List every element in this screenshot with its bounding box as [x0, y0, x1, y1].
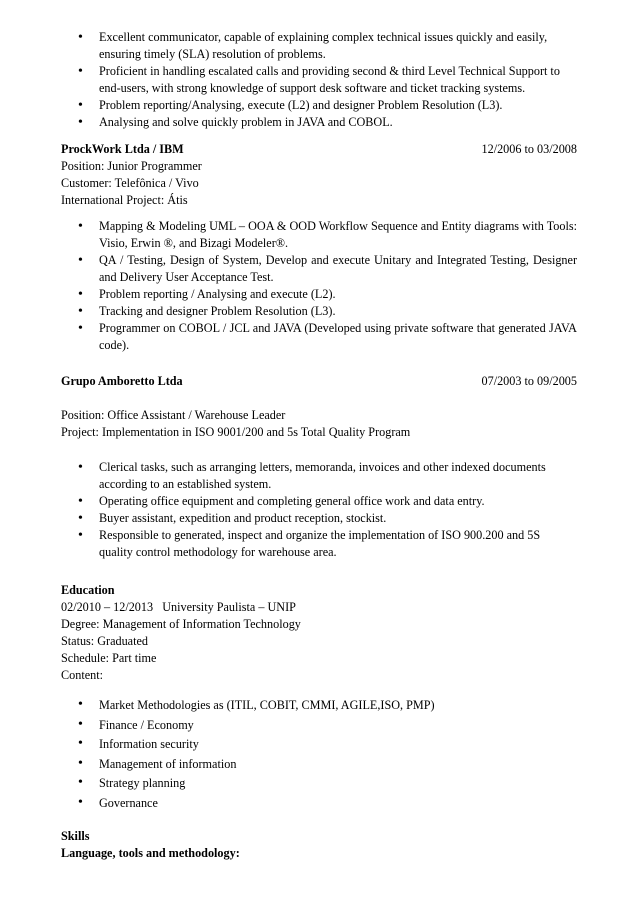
job-prockwork [61, 141, 577, 209]
job-header [61, 373, 577, 390]
job-amboretto [61, 373, 577, 441]
list-item: • Tracking and designer Problem Resolution (L3). [61, 303, 577, 320]
job-header [61, 141, 577, 158]
company-name: ProckWork Ltda / IBM [61, 142, 184, 156]
list-item: • QA / Testing, Design of System, Develop and execute Unitary and Integrated Testing, Designer and Delivery User Acceptance Test. [61, 252, 577, 286]
job-project: Project: Implementation in ISO 9001/200 and 5s Total Quality Program [61, 425, 411, 439]
education-section [61, 582, 577, 684]
list-item: • Finance / Economy [61, 716, 577, 736]
education-content-label: Content: [61, 668, 103, 682]
amboretto-bullet-list [61, 459, 577, 561]
job-position: Position: Office Assistant / Warehouse Leader [61, 408, 286, 422]
job-customer: Customer: Telefônica / Vivo [61, 176, 199, 190]
skills-section [61, 828, 577, 862]
list-item: • Problem reporting/Analysing, execute (L2) and designer Problem Resolution (L3). [61, 97, 577, 114]
summary-bullet-list [61, 29, 577, 131]
job-project: International Project: Átis [61, 193, 188, 207]
list-item: • Proficient in handling escalated calls and providing second & third Level Technical Support to end-users, with strong knowledge of support desk software and ticket tracking systems. [61, 63, 577, 97]
job-position: Position: Junior Programmer [61, 159, 202, 173]
job-dates: 07/2003 to 09/2005 [481, 374, 577, 388]
education-degree: Degree: Management of Information Technology [61, 617, 301, 631]
job-dates: 12/2006 to 03/2008 [481, 142, 577, 156]
skills-subheading: Language, tools and methodology: [61, 846, 240, 860]
education-schedule: Schedule: Part time [61, 651, 157, 665]
list-item: • Analysing and solve quickly problem in JAVA and COBOL. [61, 114, 577, 131]
list-item: • Responsible to generated, inspect and organize the implementation of ISO 900.200 and 5S quality control methodology for warehouse area. [61, 527, 577, 561]
list-item: • Programmer on COBOL / JCL and JAVA (Developed using private software that generated JAVA code). [61, 320, 577, 354]
education-heading: Education [61, 583, 115, 597]
education-status: Status: Graduated [61, 634, 148, 648]
list-item: • Excellent communicator, capable of explaining complex technical issues quickly and easily, ensuring timely (SLA) resolution of problems. [61, 29, 577, 63]
list-item: • Strategy planning [61, 774, 577, 794]
list-item: • Governance [61, 794, 577, 814]
education-period: 02/2010 – 12/2013 University Paulista – UNIP [61, 600, 296, 614]
prockwork-bullet-list [61, 218, 577, 354]
list-item: • Clerical tasks, such as arranging letters, memoranda, invoices and other indexed documents according to an established system. [61, 459, 577, 493]
education-content-list [61, 696, 577, 813]
list-item: • Operating office equipment and completing general office work and data entry. [61, 493, 577, 510]
skills-heading: Skills [61, 829, 90, 843]
list-item: • Information security [61, 735, 577, 755]
list-item: • Buyer assistant, expedition and product reception, stockist. [61, 510, 577, 527]
company-name: Grupo Amboretto Ltda [61, 374, 183, 388]
list-item: • Management of information [61, 755, 577, 775]
list-item: • Market Methodologies as (ITIL, COBIT, CMMI, AGILE,ISO, PMP) [61, 696, 577, 716]
list-item: • Mapping & Modeling UML – OOA & OOD Workflow Sequence and Entity diagrams with Tools: Visio, Erwin ®, and Bizagi Modeler®. [61, 218, 577, 252]
list-item: • Problem reporting / Analysing and execute (L2). [61, 286, 577, 303]
